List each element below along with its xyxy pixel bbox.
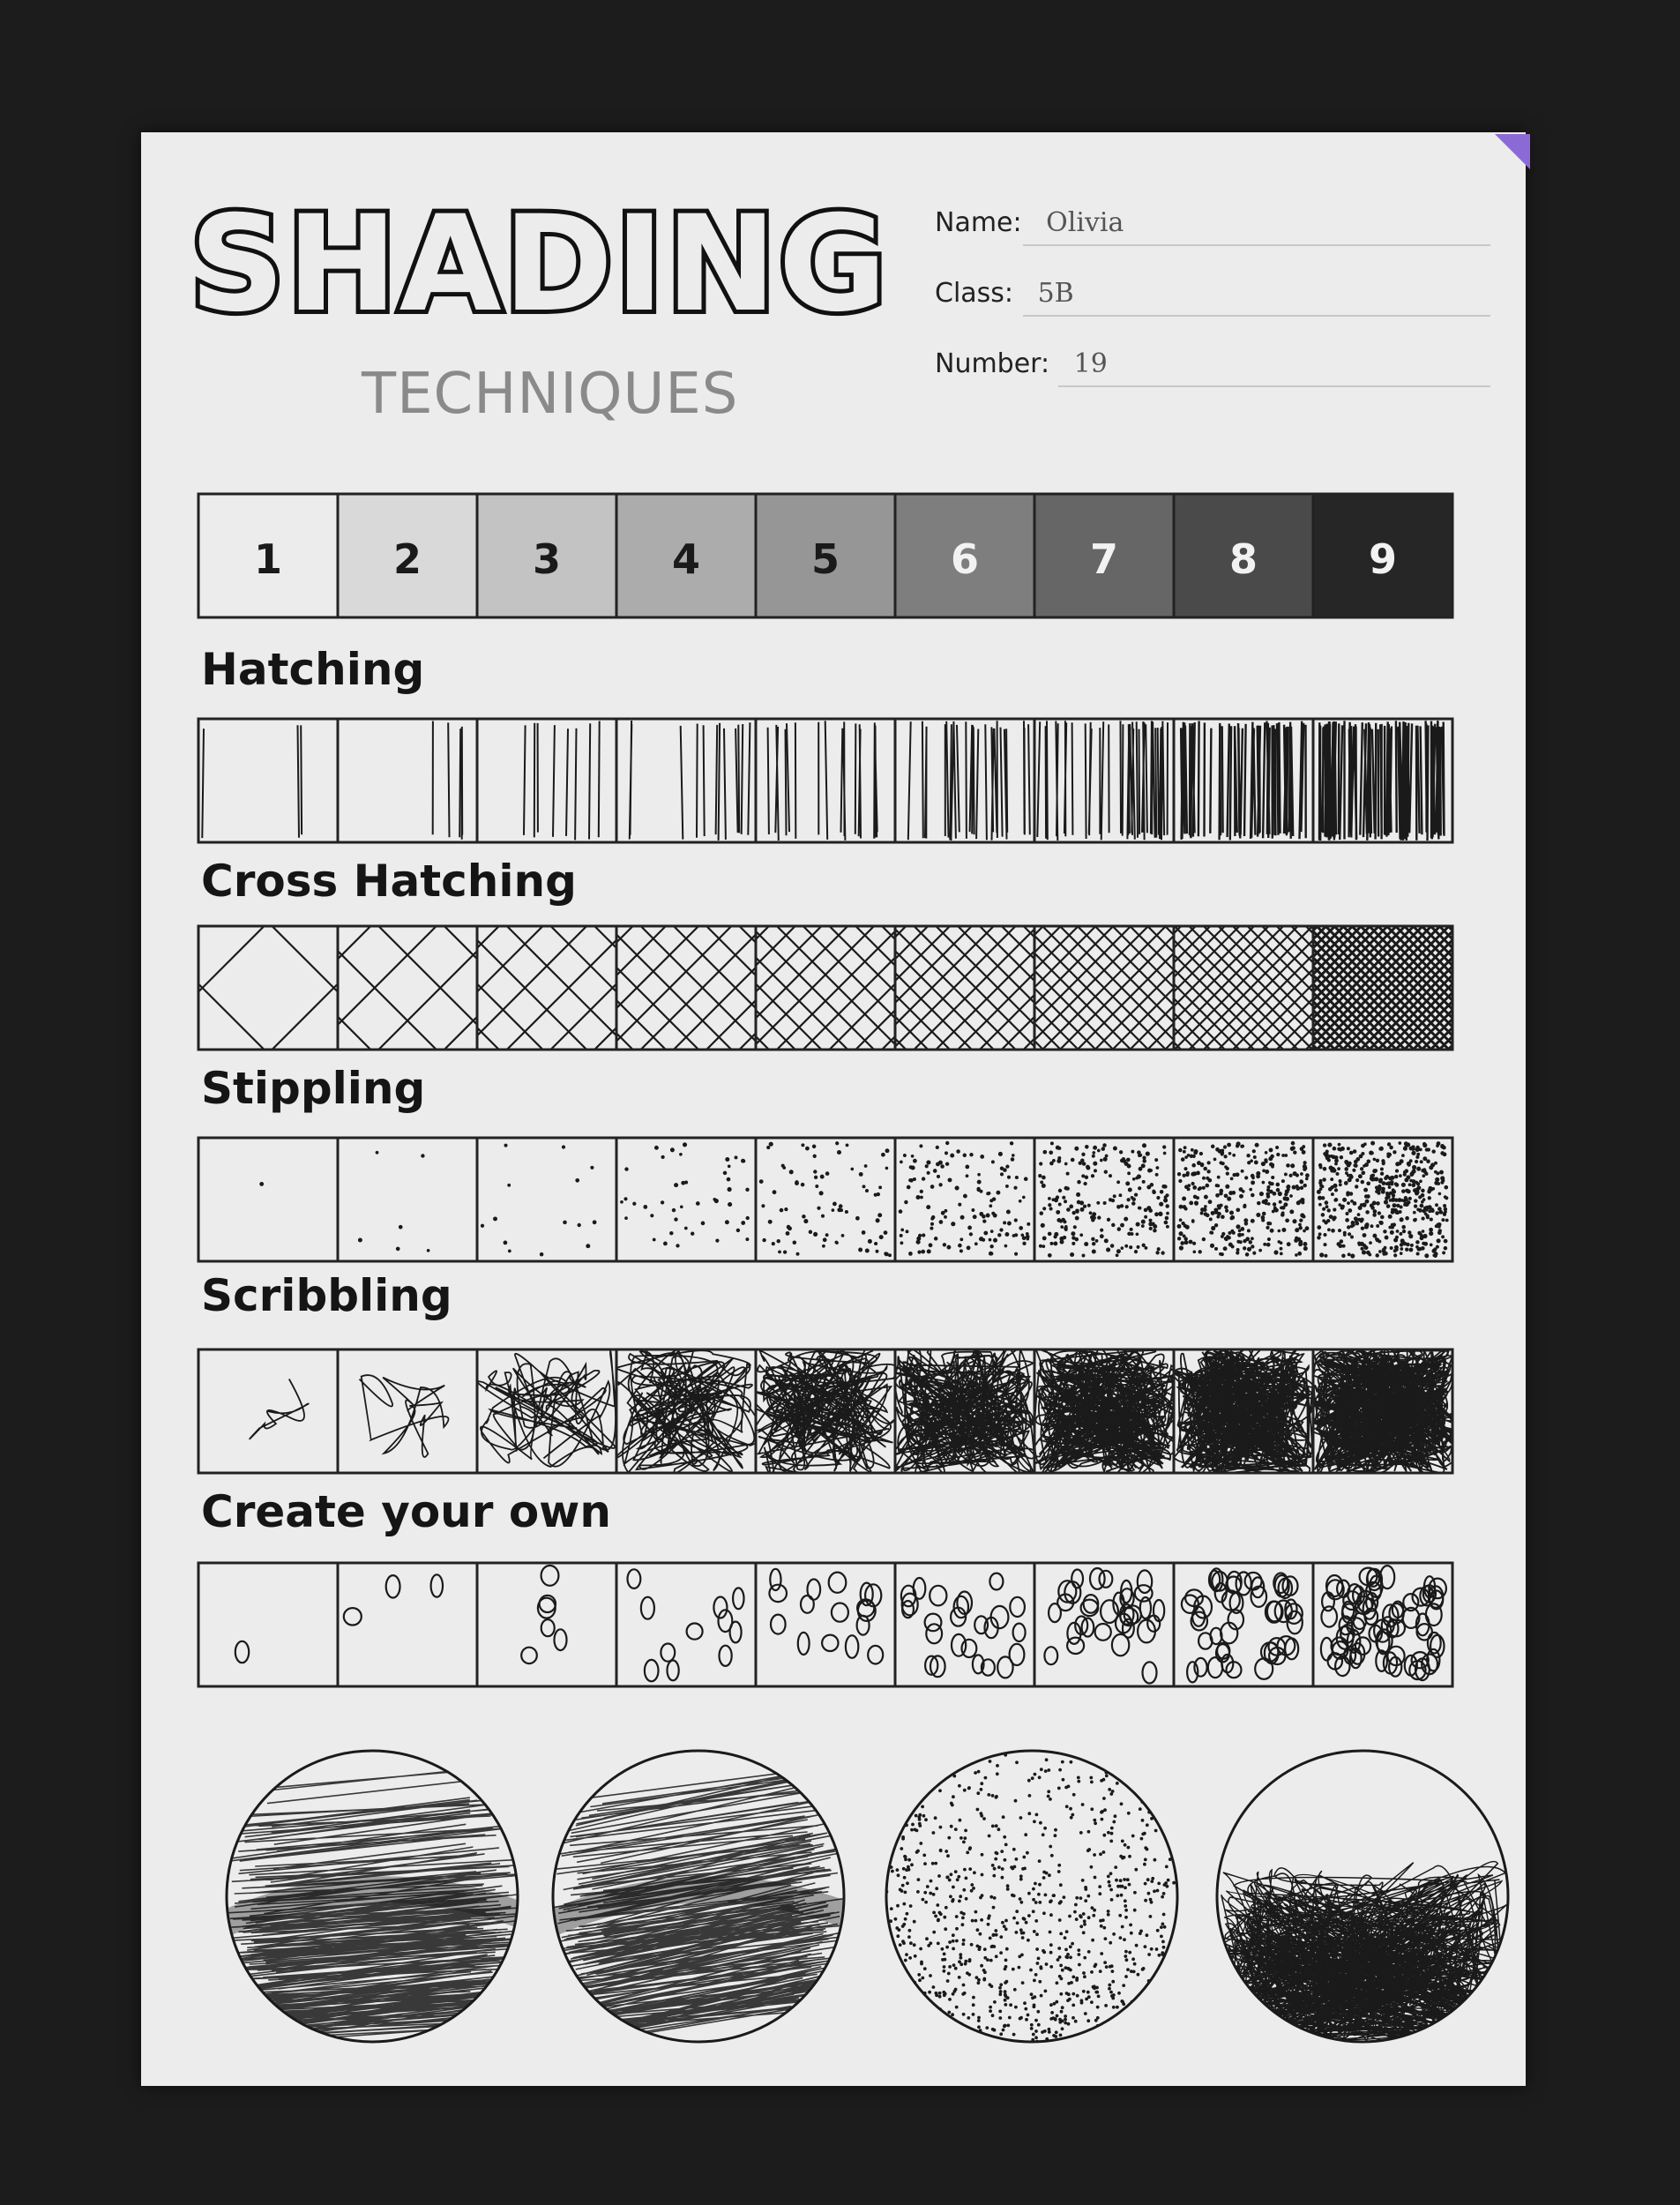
value-label-4: 4 (671, 535, 701, 583)
scribbling-row (198, 1338, 1462, 1479)
value-label-3: 3 (532, 535, 562, 583)
hatching-cell-2 (338, 719, 477, 842)
hatching-row (198, 719, 1452, 842)
create-your-own-row (198, 1563, 1452, 1686)
create-your-own-cell-6 (895, 1563, 1034, 1686)
create-your-own-cell-2 (338, 1563, 477, 1686)
cross-hatching-cell-2 (247, 926, 568, 1050)
create-your-own-cell-8 (1174, 1563, 1313, 1686)
value-label-7: 7 (1089, 535, 1119, 583)
cross-hatching-heading: Cross Hatching (201, 856, 577, 907)
worksheet-subtitle: TECHNIQUES (362, 362, 739, 427)
scribbling-cell-5 (755, 1346, 898, 1477)
cross-hatching-cell-1 (141, 926, 396, 1050)
create-your-own-cell-5 (756, 1563, 895, 1686)
stippling-cell-9 (1313, 1138, 1452, 1261)
sphere-studies (227, 1751, 1508, 2047)
hatching-cell-5 (756, 719, 895, 842)
stippling-cell-4 (616, 1138, 756, 1261)
hatching-cell-4 (616, 719, 756, 842)
cross-hatching-row (141, 926, 1572, 1050)
class-value: 5B (1037, 278, 1074, 309)
scribbling-sphere (1215, 1751, 1508, 2047)
hatching-cell-6 (895, 719, 1034, 842)
value-label-8: 8 (1228, 535, 1258, 583)
scribbling-cell-8 (1172, 1345, 1315, 1477)
cross-hatching-cell-4 (510, 926, 863, 1050)
hatching-cell-3 (477, 719, 616, 842)
create-your-own-heading: Create your own (201, 1486, 611, 1537)
scribbling-heading: Scribbling (201, 1270, 452, 1321)
stippling-cell-6 (895, 1138, 1034, 1261)
number-value: 19 (1073, 348, 1108, 379)
create-your-own-cell-4 (616, 1563, 756, 1686)
value-label-9: 9 (1368, 535, 1398, 583)
number-label: Number: (935, 348, 1050, 379)
cross-hatching-cell-3 (376, 926, 718, 1050)
create-your-own-cell-7 (1034, 1563, 1174, 1686)
class-label: Class: (935, 278, 1014, 309)
stippling-cell-1 (198, 1138, 338, 1261)
stippling-cell-2 (338, 1138, 477, 1261)
worksheet-title: SHADING (190, 188, 889, 341)
hatching-cell-8 (1174, 719, 1313, 842)
value-label-6: 6 (950, 535, 980, 583)
create-your-own-cell-1 (198, 1563, 338, 1686)
create-your-own-cell-9 (1313, 1563, 1452, 1686)
name-value: Olivia (1046, 207, 1124, 238)
value-label-2: 2 (392, 535, 422, 583)
scribbling-cell-1 (198, 1349, 338, 1473)
scribbling-cell-9 (1310, 1343, 1462, 1477)
scribbling-cell-3 (477, 1349, 616, 1473)
value-scale (198, 494, 1452, 617)
scribbling-cell-6 (887, 1347, 1034, 1479)
hatching-cell-7 (1034, 719, 1174, 842)
scribbling-cell-4 (615, 1344, 761, 1473)
hatching-cell-1 (198, 719, 338, 842)
name-label: Name: (935, 207, 1022, 238)
stippling-cell-7 (1034, 1138, 1174, 1261)
cross-hatching-cell-5 (646, 926, 1005, 1050)
stippling-sphere (885, 1751, 1178, 2044)
scribbling-cell-7 (1033, 1338, 1180, 1476)
cross-hatching-sphere (553, 1751, 844, 2042)
hatching-heading: Hatching (201, 644, 425, 695)
hatching-cell-9 (1313, 719, 1452, 842)
stippling-row (198, 1138, 1452, 1261)
stippling-cell-3 (477, 1138, 616, 1261)
create-your-own-cell-3 (477, 1563, 616, 1686)
scribbling-cell-2 (338, 1349, 477, 1473)
stippling-cell-5 (756, 1138, 895, 1261)
value-label-1: 1 (253, 535, 283, 583)
hatching-sphere (227, 1751, 518, 2042)
stippling-cell-8 (1174, 1138, 1313, 1261)
value-label-5: 5 (810, 535, 840, 583)
stippling-heading: Stippling (201, 1063, 426, 1114)
